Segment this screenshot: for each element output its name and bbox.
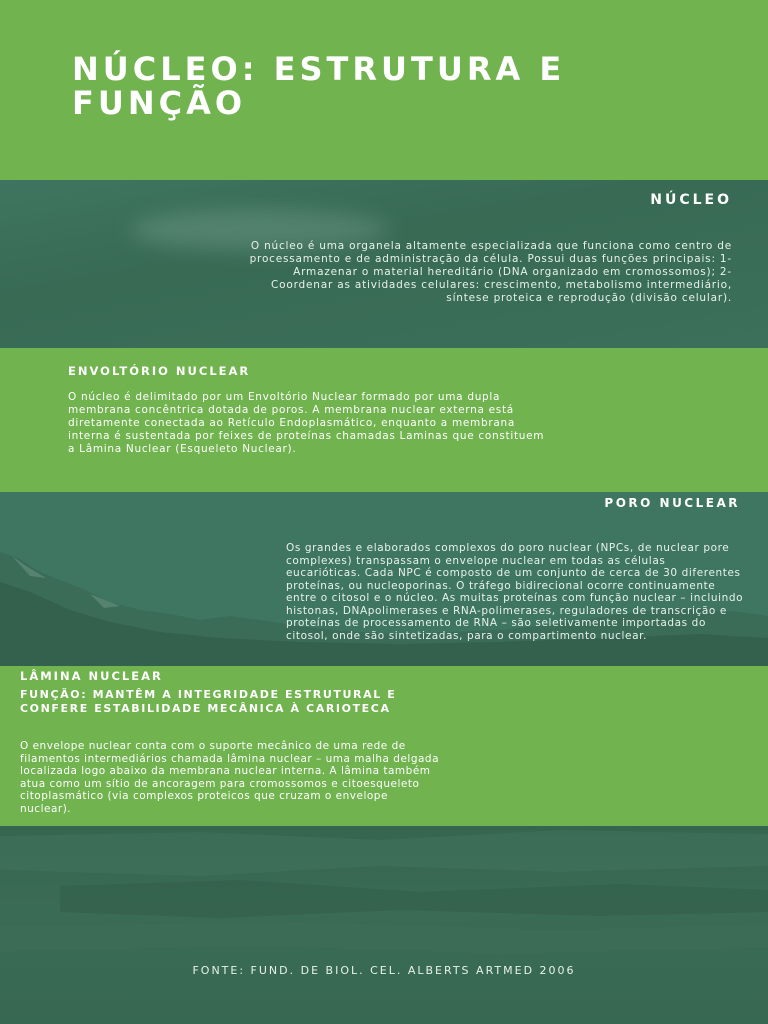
envoltorio-section: [0, 348, 768, 492]
page-title: NÚCLEO: ESTRUTURA E FUNÇÃO: [72, 50, 566, 122]
nucleo-section: [0, 180, 768, 348]
lamina-heading: LÂMINA NUCLEAR: [20, 669, 163, 683]
lamina-text: O envelope nuclear conta com o suporte mecânico de uma rede de filamentos intermediários chamada lâmina nuclear – uma malha delgada localizada logo abaixo da membrana nuclear interna. A lâmina também atua como um sítio de ancoragem para cromossomos e citoesqueleto citoplasmático (via complexos proteicos que cruzam o envelope nuclear).: [20, 740, 440, 815]
lamina-subtitle: FUNÇÃO: MANTÊM A INTEGRIDADE ESTRUTURAL E CONFERE ESTABILIDADE MECÂNICA À CARIOTECA: [20, 688, 397, 715]
lamina-section: [0, 666, 768, 826]
poro-text: Os grandes e elaborados complexos do poro nuclear (NPCs, de nuclear pore complexes) transpassam o envelope nuclear em todas as células eucarióticas. Cada NPC é composto de um conjunto de cerca de 30 diferentes proteínas, ou nucleoporinas. O tráfego bidirecional ocorre continuamente entre o citosol e o núcleo. As muitas proteínas com função nuclear – incluindo histonas, DNApolimerases e RNA-polimerases, reguladores de transcrição e proteínas de processamento de RNA – são seletivamente importadas do citosol, onde são sintetizadas, para o compartimento nuclear.: [286, 542, 744, 642]
source-citation: FONTE: FUND. DE BIOL. CEL. ALBERTS ARTMED 2006: [192, 964, 576, 977]
envoltorio-heading: ENVOLTÓRIO NUCLEAR: [68, 364, 251, 378]
title-section: [0, 0, 768, 180]
poro-heading: PORO NUCLEAR: [604, 496, 740, 510]
poro-section: [0, 492, 768, 666]
footer-section: [0, 826, 768, 1024]
nucleo-text: O núcleo é uma organela altamente especializada que funciona como centro de processamento e de administração da célula. Possui duas funções principais: 1- Armazenar o material hereditário (DNA organizado em cromossomos); 2- Coordenar as atividades celulares: crescimento, metabolismo intermediário, síntese proteica e reprodução (divisão celular).: [249, 240, 732, 304]
envoltorio-text: O núcleo é delimitado por um Envoltório Nuclear formado por uma dupla membrana concêntrica dotada de poros. A membrana nuclear externa está diretamente conectada ao Retículo Endoplasmático, enquanto a membrana interna é sustentada por feixes de proteínas chamadas Laminas que constituem a Lâmina Nuclear (Esqueleto Nuclear).: [68, 391, 545, 455]
nucleo-heading: NÚCLEO: [650, 192, 732, 208]
landscape-texture: [0, 826, 768, 1024]
